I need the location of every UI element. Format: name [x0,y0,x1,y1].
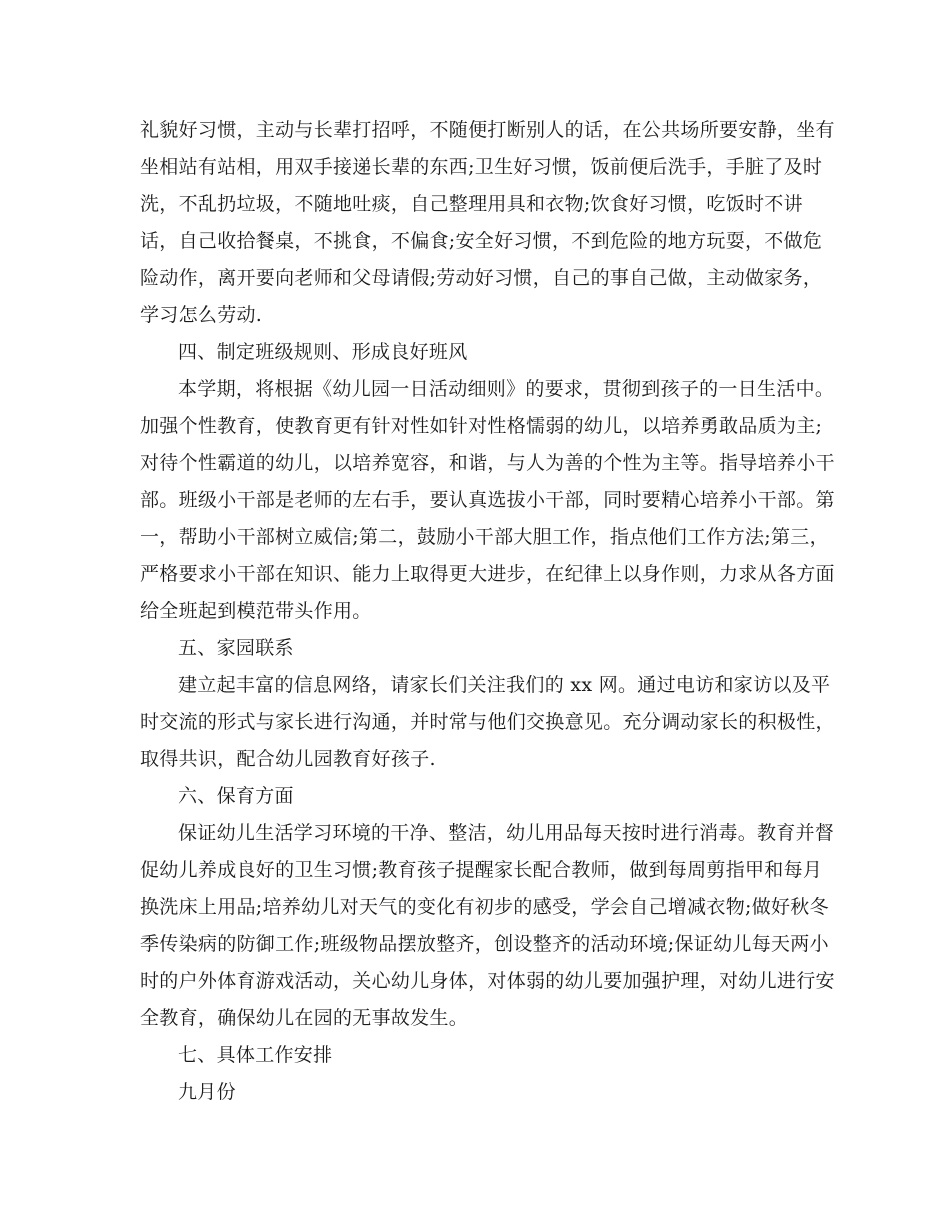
paragraph-line: 对待个性霸道的幼儿，以培养宽容，和谐，与人为善的个性为主等。指导培养小干 [140,452,835,474]
paragraph-line: 话，自己收拾餐桌，不挑食，不偏食;安全好习惯，不到危险的地方玩耍，不做危 [140,230,823,252]
paragraph-line: 严格要求小干部在知识、能力上取得更大进步，在纪律上以身作则，力求从各方面 [140,563,835,585]
paragraph-line: 时交流的形式与家长进行沟通，并时常与他们交换意见。充分调动家长的积极性， [140,711,835,733]
paragraph-line: 促幼儿养成良好的卫生习惯;教育孩子提醒家长配合教师，做到每周剪指甲和每月 [140,859,823,881]
section-heading: 四、制定班级规则、形成良好班风 [178,341,468,363]
paragraph-line: 全教育，确保幼儿在园的无事故发生。 [140,1007,469,1029]
paragraph-line: 给全班起到模范带头作用。 [140,600,372,622]
paragraph-line: 加强个性教育，使教育更有针对性如针对性格懦弱的幼儿，以培养勇敢品质为主; [140,415,823,437]
paragraph-line: 保证幼儿生活学习环境的干净、整洁，幼儿用品每天按时进行消毒。教育并督 [178,822,835,844]
paragraph-line: 建立起丰富的信息网络，请家长们关注我们的 xx 网。通过电访和家访以及平 [178,674,831,696]
section-heading: 五、家园联系 [178,637,294,659]
section-heading: 七、具体工作安排 [178,1044,333,1066]
paragraph-line: 换洗床上用品;培养幼儿对天气的变化有初步的感受，学会自己增减衣物;做好秋冬 [140,896,829,918]
paragraph-line: 本学期，将根据《幼儿园一日活动细则》的要求，贯彻到孩子的一日生活中。 [178,378,835,400]
paragraph-line: 礼貌好习惯，主动与长辈打招呼，不随便打断别人的话，在公共场所要安静，坐有 [140,119,835,141]
paragraph-line: 一，帮助小干部树立威信;第二，鼓励小干部大胆工作，指点他们工作方法;第三， [140,526,829,548]
paragraph-line: 坐相站有站相，用双手接递长辈的东西;卫生好习惯，饭前便后洗手，手脏了及时 [140,156,823,178]
paragraph-line: 险动作，离开要向老师和父母请假;劳动好习惯，自己的事自己做，主动做家务， [140,267,823,289]
paragraph-line: 学习怎么劳动. [140,304,263,326]
paragraph-line: 部。班级小干部是老师的左右手，要认真选拔小干部，同时要精心培养小干部。第 [140,489,835,511]
paragraph-line: 取得共识，配合幼儿园教育好孩子. [140,748,436,770]
paragraph-line: 时的户外体育游戏活动，关心幼儿身体，对体弱的幼儿要加强护理，对幼儿进行安 [140,970,835,992]
paragraph-line: 洗，不乱扔垃圾，不随地吐痰，自己整理用具和衣物;饮食好习惯，吃饭时不讲 [140,193,803,215]
sub-heading: 九月份 [178,1081,236,1103]
paragraph-line: 季传染病的防御工作;班级物品摆放整齐，创设整齐的活动环境;保证幼儿每天两小 [140,933,829,955]
section-heading: 六、保育方面 [178,785,294,807]
